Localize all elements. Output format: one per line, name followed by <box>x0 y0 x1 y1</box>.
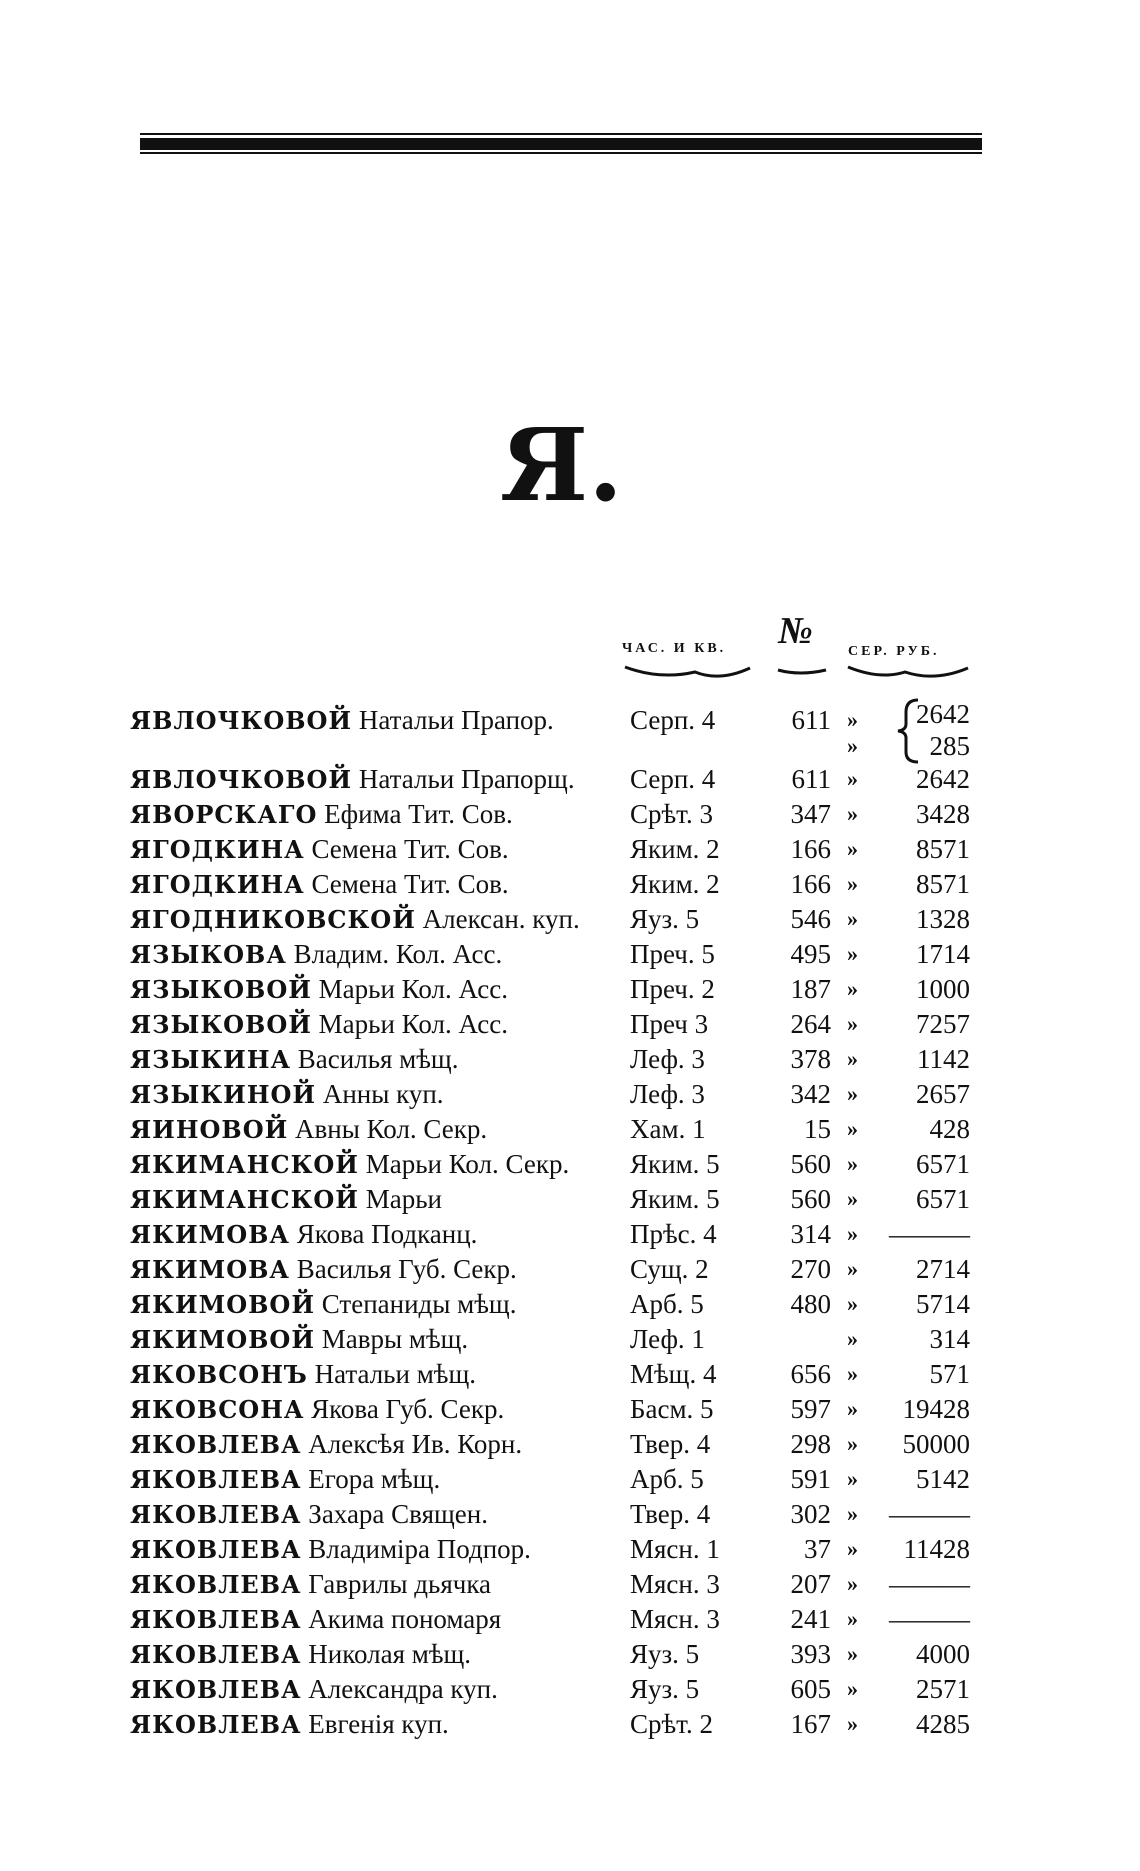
entry-number: 264 <box>790 1009 831 1039</box>
entry-number: 378 <box>790 1044 831 1074</box>
entry-rub: 1000 <box>916 974 970 1004</box>
entry-surname: ЯЗЫКОВА <box>130 940 287 969</box>
list-item <box>0 1707 1140 1741</box>
entry-number: 37 <box>804 1534 831 1564</box>
entry-part: Твер. 4 <box>630 1429 711 1459</box>
ditto-mark: » <box>847 766 858 791</box>
entry-part: Срѣт. 2 <box>630 1709 713 1739</box>
entry-number: 591 <box>790 1464 831 1494</box>
list-item <box>0 1217 1140 1251</box>
entry-part: Хам. 1 <box>630 1114 706 1144</box>
entry-part: Яуз. 5 <box>630 904 700 934</box>
column-header-number: № <box>778 610 813 652</box>
entry-given-name: Акима пономаря <box>308 1604 502 1634</box>
ditto-mark: » <box>847 1221 858 1246</box>
ditto-mark: » <box>847 1501 858 1526</box>
entry-part: Мясн. 3 <box>630 1604 720 1634</box>
entry-surname: ЯКОВЛЕВА <box>130 1465 302 1494</box>
entry-rub: 5142 <box>916 1464 970 1494</box>
entry-rub: 571 <box>929 1359 970 1389</box>
ditto-mark: » <box>847 707 858 732</box>
entry-name <box>130 703 554 738</box>
entry-surname: ЯКИМОВОЙ <box>130 1325 316 1354</box>
entry-name <box>130 1147 569 1182</box>
ditto-mark: » <box>847 1256 858 1281</box>
list-item <box>0 832 1140 866</box>
entry-given-name: Владиміра Подпор. <box>308 1534 531 1564</box>
entry-given-name: Алексан. куп. <box>422 904 580 934</box>
entry-rub: 5714 <box>916 1289 970 1319</box>
entry-name <box>130 1707 449 1742</box>
ditto-mark: » <box>847 1536 858 1561</box>
entry-given-name: Егора мѣщ. <box>308 1464 441 1494</box>
entry-rub: 2571 <box>916 1674 970 1704</box>
entry-name <box>130 1497 488 1532</box>
entry-part: Яким. 2 <box>630 834 720 864</box>
entry-surname: ЯЗЫКИНОЙ <box>130 1080 317 1109</box>
entry-part: Твер. 4 <box>630 1499 711 1529</box>
entry-surname: ЯКИМОВА <box>130 1255 290 1284</box>
section-letter: Я. <box>500 406 623 524</box>
entry-number: 298 <box>790 1429 831 1459</box>
entry-given-name: Александра куп. <box>308 1674 498 1704</box>
ditto-mark: » <box>847 1396 858 1421</box>
entry-name <box>130 1567 491 1602</box>
entry-part: Мясн. 1 <box>630 1534 720 1564</box>
entry-rub: ——— <box>889 1569 970 1599</box>
entry-rub: 8571 <box>916 834 970 864</box>
entry-number: 656 <box>790 1359 831 1389</box>
entry-part: Мѣщ. 4 <box>630 1359 717 1389</box>
ditto-mark: » <box>847 1571 858 1596</box>
entry-given-name: Якова Губ. Секр. <box>311 1394 505 1424</box>
entry-rub: 1142 <box>917 1044 970 1074</box>
list-item <box>0 797 1140 831</box>
entry-given-name: Марьи Кол. Асс. <box>318 1009 509 1039</box>
ditto-mark: » <box>847 1081 858 1106</box>
entry-number: 302 <box>790 1499 831 1529</box>
header-underline-braces <box>0 662 1140 692</box>
entry-part: Преч 3 <box>630 1009 709 1039</box>
entry-number: 207 <box>790 1569 831 1599</box>
ditto-mark: » <box>847 836 858 861</box>
list-item <box>0 1427 1140 1461</box>
entry-name <box>130 1427 522 1462</box>
entry-surname: ЯКОВСОНЪ <box>130 1360 308 1389</box>
entry-part: Преч. 2 <box>630 974 715 1004</box>
ditto-mark: » <box>847 941 858 966</box>
entry-number: 560 <box>790 1184 831 1214</box>
ditto-mark: » <box>847 1011 858 1036</box>
entry-name <box>130 1322 468 1357</box>
entry-rub: 1714 <box>916 939 970 969</box>
entry-number: 393 <box>790 1639 831 1669</box>
entry-given-name: Алексѣя Ив. Корн. <box>308 1429 523 1459</box>
list-item <box>0 1007 1140 1041</box>
entry-rub: 2714 <box>916 1254 970 1284</box>
entry-given-name: Мавры мѣщ. <box>321 1324 469 1354</box>
entry-name <box>130 1182 442 1217</box>
entry-rub: 4285 <box>916 1709 970 1739</box>
list-item <box>0 972 1140 1006</box>
entry-name <box>130 1007 508 1042</box>
entry-given-name: Владим. Кол. Асс. <box>293 939 503 969</box>
entry-surname: ЯКОВЛЕВА <box>130 1570 302 1599</box>
entry-name <box>130 972 508 1007</box>
list-item <box>0 1182 1140 1216</box>
entry-name <box>130 1042 458 1077</box>
list-item <box>0 762 1140 796</box>
entry-name <box>130 902 580 937</box>
list-item <box>0 937 1140 971</box>
entry-surname: ЯВЛОЧКОВОЙ <box>130 765 353 794</box>
entry-rub: 19428 <box>902 1394 970 1424</box>
ditto-mark: » <box>847 1431 858 1456</box>
entry-name <box>130 1462 440 1497</box>
entry-rub: 8571 <box>916 869 970 899</box>
ditto-mark: » <box>847 1641 858 1666</box>
entry-rub: 2642 <box>916 764 970 794</box>
entry-number: 347 <box>790 799 831 829</box>
entry-name <box>130 1357 476 1392</box>
ditto-mark: » <box>847 1151 858 1176</box>
ditto-mark: » <box>847 976 858 1001</box>
list-item <box>0 1567 1140 1601</box>
entry-name <box>130 1112 487 1147</box>
entry-rub: 314 <box>929 1324 970 1354</box>
entry-part: Срѣт. 3 <box>630 799 713 829</box>
list-item <box>0 902 1140 936</box>
entry-rub: 11428 <box>903 1534 970 1564</box>
entry-rub: 6571 <box>916 1184 970 1214</box>
list-item <box>0 1602 1140 1636</box>
entry-surname: ЯВОРСКАГО <box>130 800 318 829</box>
entry-surname: ЯКОВЛЕВА <box>130 1605 302 1634</box>
entry-given-name: Якова Подканц. <box>296 1219 478 1249</box>
entry-given-name: Семена Тит. Сов. <box>311 869 509 899</box>
ditto-mark: » <box>847 1046 858 1071</box>
entry-name <box>130 1602 501 1637</box>
entry-given-name: Натальи Прапорщ. <box>358 764 575 794</box>
entry-surname: ЯЗЫКОВОЙ <box>130 975 312 1004</box>
list-item <box>0 1462 1140 1496</box>
entry-part: Яким. 2 <box>630 869 720 899</box>
list-item <box>0 1497 1140 1531</box>
entry-rub: 428 <box>929 1114 970 1144</box>
entry-number: 241 <box>790 1604 831 1634</box>
entry-given-name: Марьи Кол. Секр. <box>365 1149 570 1179</box>
entry-given-name: Марьи <box>365 1184 442 1214</box>
entry-number: 270 <box>790 1254 831 1284</box>
entry-part: Серп. 4 <box>630 705 716 735</box>
entry-rub: 4000 <box>916 1639 970 1669</box>
entry-part: Леф. 3 <box>630 1044 705 1074</box>
entry-part: Арб. 5 <box>630 1289 704 1319</box>
entry-number: 166 <box>790 869 831 899</box>
entry-number: 15 <box>804 1114 831 1144</box>
entry-surname: ЯКОВЛЕВА <box>130 1710 302 1739</box>
entry-part: Яким. 5 <box>630 1184 720 1214</box>
entry-given-name: Гаврилы дьячка <box>308 1569 492 1599</box>
entry-number: 560 <box>790 1149 831 1179</box>
column-header-rub: СЕР. РУБ. <box>848 644 940 659</box>
entry-part: Прѣс. 4 <box>630 1219 717 1249</box>
entry-surname: ЯКОВЛЕВА <box>130 1640 302 1669</box>
entry-surname: ЯВЛОЧКОВОЙ <box>130 706 353 735</box>
ditto-mark: » <box>847 1466 858 1491</box>
entry-number: 611 <box>791 705 831 735</box>
entry-surname: ЯКОВЛЕВА <box>130 1500 302 1529</box>
entry-given-name: Василья Губ. Секр. <box>296 1254 517 1284</box>
entry-number: 166 <box>790 834 831 864</box>
entry-given-name: Авны Кол. Секр. <box>295 1114 488 1144</box>
entry-name <box>130 1672 498 1707</box>
list-item <box>0 1147 1140 1181</box>
entry-surname: ЯКОВЛЕВА <box>130 1430 302 1459</box>
entry-part: Басм. 5 <box>630 1394 714 1424</box>
column-header-part: ЧАС. И КВ. <box>622 641 727 656</box>
entry-rub: 2657 <box>916 1079 970 1109</box>
entry-number: 480 <box>790 1289 831 1319</box>
entry-part: Яуз. 5 <box>630 1639 700 1669</box>
entry-name <box>130 1392 504 1427</box>
entry-name <box>130 1287 516 1322</box>
entry-surname: ЯКОВЛЕВА <box>130 1675 302 1704</box>
entry-number: 167 <box>790 1709 831 1739</box>
ditto-mark: » <box>847 1676 858 1701</box>
list-item <box>0 699 1140 761</box>
list-item <box>0 1357 1140 1391</box>
entry-given-name: Василья мѣщ. <box>297 1044 459 1074</box>
list-item <box>0 867 1140 901</box>
ditto-mark: » <box>847 801 858 826</box>
entry-name <box>130 1077 444 1112</box>
entry-part: Яким. 5 <box>630 1149 720 1179</box>
entry-given-name: Марьи Кол. Асс. <box>318 974 509 1004</box>
ditto-mark: » <box>847 1361 858 1386</box>
entry-surname: ЯКИМАНСКОЙ <box>130 1150 359 1179</box>
entry-number: 611 <box>791 764 831 794</box>
entry-surname: ЯГОДКИНА <box>130 870 305 899</box>
list-item <box>0 1042 1140 1076</box>
entry-part: Серп. 4 <box>630 764 716 794</box>
entry-number: 314 <box>790 1219 831 1249</box>
ditto-mark: » <box>847 1326 858 1351</box>
ditto-mark: » <box>847 1186 858 1211</box>
entry-given-name: Анны куп. <box>322 1079 444 1109</box>
entry-given-name: Евгенія куп. <box>308 1709 449 1739</box>
entry-name <box>130 937 502 972</box>
entry-part: Мясн. 3 <box>630 1569 720 1599</box>
list-item <box>0 1672 1140 1706</box>
entry-given-name: Николая мѣщ. <box>308 1639 472 1669</box>
list-item <box>0 1322 1140 1356</box>
ditto-mark: » <box>847 1606 858 1631</box>
entry-rub: 6571 <box>916 1149 970 1179</box>
entry-given-name: Семена Тит. Сов. <box>311 834 509 864</box>
entry-rub: ——— <box>889 1219 970 1249</box>
ditto-mark: » <box>847 1116 858 1141</box>
entry-name <box>130 867 509 902</box>
list-item <box>0 1392 1140 1426</box>
entry-given-name: Натальи Прапор. <box>358 705 554 735</box>
entry-number: 546 <box>790 904 831 934</box>
header-rule <box>140 133 982 155</box>
list-item <box>0 1112 1140 1146</box>
entry-surname: ЯКОВСОНА <box>130 1395 305 1424</box>
list-item <box>0 1532 1140 1566</box>
ditto-mark: » <box>847 1291 858 1316</box>
entry-rub: ——— <box>889 1499 970 1529</box>
list-item <box>0 1077 1140 1111</box>
entry-part: Сущ. 2 <box>630 1254 709 1284</box>
entry-rub: 2642 <box>916 699 970 729</box>
entry-name <box>130 797 513 832</box>
ditto-mark: » <box>847 733 858 758</box>
entry-surname: ЯГОДКИНА <box>130 835 305 864</box>
entry-name <box>130 1637 471 1672</box>
entry-name <box>130 1217 477 1252</box>
entry-surname: ЯКИМОВА <box>130 1220 290 1249</box>
ditto-mark: » <box>847 906 858 931</box>
entry-surname: ЯКИМОВОЙ <box>130 1290 316 1319</box>
entry-surname: ЯЗЫКИНА <box>130 1045 292 1074</box>
list-item <box>0 1287 1140 1321</box>
entry-name <box>130 832 509 867</box>
entry-part: Арб. 5 <box>630 1464 704 1494</box>
entry-given-name: Степаниды мѣщ. <box>321 1289 517 1319</box>
list-item <box>0 1252 1140 1286</box>
entry-rub: 1328 <box>916 904 970 934</box>
entry-part: Леф. 1 <box>630 1324 705 1354</box>
entry-name <box>130 762 575 797</box>
entry-rub: 50000 <box>902 1429 970 1459</box>
entry-name <box>130 1532 531 1567</box>
entry-surname: ЯКОВЛЕВА <box>130 1535 302 1564</box>
entry-rub: 3428 <box>916 799 970 829</box>
entry-given-name: Натальи мѣщ. <box>314 1359 476 1389</box>
entry-rub-second: 285 <box>929 731 970 761</box>
ditto-mark: » <box>847 871 858 896</box>
entry-part: Яуз. 5 <box>630 1674 700 1704</box>
entry-given-name: Захара Священ. <box>308 1499 488 1529</box>
entry-part: Преч. 5 <box>630 939 715 969</box>
entry-rub: 7257 <box>916 1009 970 1039</box>
list-item <box>0 1637 1140 1671</box>
entry-surname: ЯКИМАНСКОЙ <box>130 1185 359 1214</box>
entry-number: 495 <box>790 939 831 969</box>
entry-rub: ——— <box>889 1604 970 1634</box>
entry-number: 187 <box>790 974 831 1004</box>
entry-name <box>130 1252 517 1287</box>
entry-part: Леф. 3 <box>630 1079 705 1109</box>
entry-given-name: Ефима Тит. Сов. <box>324 799 513 829</box>
entry-number: 342 <box>790 1079 831 1109</box>
entry-number: 597 <box>790 1394 831 1424</box>
ditto-mark: » <box>847 1711 858 1736</box>
entry-surname: ЯИНОВОЙ <box>130 1115 289 1144</box>
entry-surname: ЯГОДНИКОВСКОЙ <box>130 905 416 934</box>
entry-surname: ЯЗЫКОВОЙ <box>130 1010 312 1039</box>
entry-number: 605 <box>790 1674 831 1704</box>
